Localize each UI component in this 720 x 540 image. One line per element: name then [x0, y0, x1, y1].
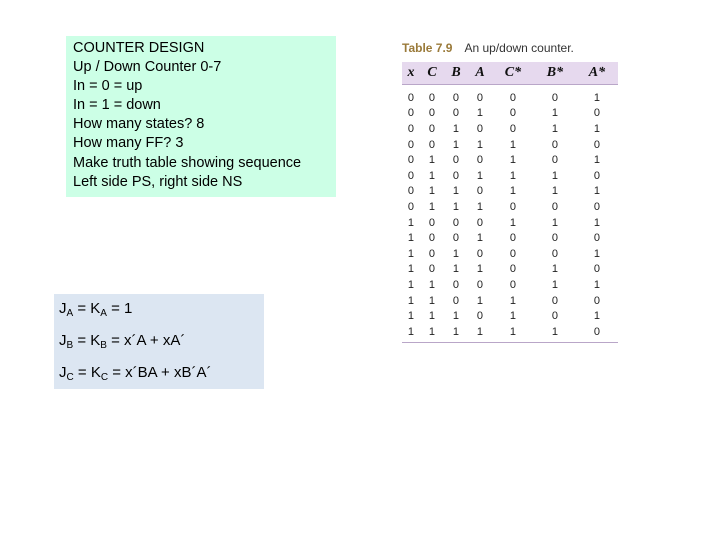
table-cell: 1 — [551, 185, 559, 198]
table-cell: 0 — [509, 122, 517, 135]
table-cell: 0 — [407, 107, 415, 120]
table-cell: 0 — [593, 294, 601, 307]
table-row — [402, 152, 618, 168]
table-cell: 0 — [551, 91, 559, 104]
table-cell: 0 — [476, 310, 484, 323]
table-cell: 1 — [428, 278, 436, 291]
table-cell: 1 — [593, 278, 601, 291]
table-cell: 1 — [534, 324, 576, 342]
table-cell: 1 — [402, 324, 420, 342]
table-cell: 1 — [452, 122, 460, 135]
table-title — [402, 38, 618, 58]
table-header-cell: C* — [492, 62, 534, 85]
table-cell: 0 — [452, 232, 460, 245]
notes-box — [66, 36, 336, 197]
table-cell: 0 — [476, 91, 484, 104]
eq-mid: = K — [73, 332, 101, 349]
eq-sub: C — [100, 372, 109, 383]
table-cell: 1 — [476, 263, 484, 276]
table-cell: 1 — [428, 154, 436, 167]
table-cell: 0 — [428, 91, 436, 104]
table-row — [402, 308, 618, 324]
table-number: Table 7.9 — [402, 41, 453, 55]
table-cell: 0 — [428, 122, 436, 135]
table-cell: 1 — [551, 278, 559, 291]
table-cell: 0 — [407, 200, 415, 213]
table-row — [402, 293, 618, 309]
table-cell: 0 — [452, 169, 460, 182]
table-cell: 1 — [476, 294, 484, 307]
table-cell: 1 — [593, 122, 601, 135]
table-cell: 0 — [428, 247, 436, 260]
table-cell: 0 — [476, 122, 484, 135]
table-cell: 0 — [428, 107, 436, 120]
table-cell: 1 — [476, 232, 484, 245]
table-header-cell: x — [402, 62, 420, 85]
table-cell: 1 — [476, 169, 484, 182]
notes-line: Make truth table showing sequence — [73, 154, 302, 171]
table-cell: 1 — [407, 247, 415, 260]
table-cell: 0 — [576, 324, 618, 342]
table-header-cell: C — [420, 62, 444, 85]
table-cell: 0 — [551, 310, 559, 323]
table-caption: An up/down counter. — [464, 41, 574, 55]
eq-mid: = K — [73, 300, 101, 317]
eq-sub: B — [100, 340, 107, 351]
notes-line: How many FF? 3 — [73, 135, 184, 152]
table-cell: 1 — [407, 263, 415, 276]
table-cell: 0 — [593, 232, 601, 245]
table-cell: 0 — [509, 107, 517, 120]
table-cell: 0 — [551, 247, 559, 260]
table-row — [402, 230, 618, 246]
table-row — [402, 168, 618, 184]
equation-a — [59, 299, 264, 331]
table-cell: 0 — [551, 154, 559, 167]
table-cell: 0 — [407, 91, 415, 104]
table-cell: 0 — [407, 138, 415, 151]
notes-line: Up / Down Counter 0-7 — [73, 59, 222, 76]
table-cell: 0 — [407, 122, 415, 135]
table-cell: 0 — [509, 91, 517, 104]
table-row — [402, 215, 618, 231]
table-cell: 0 — [428, 232, 436, 245]
table-cell: 1 — [551, 216, 559, 229]
equation-c — [59, 363, 264, 395]
table-cell: 1 — [452, 185, 460, 198]
table-cell: 0 — [452, 278, 460, 291]
table-cell: 1 — [420, 324, 444, 342]
table-row — [402, 277, 618, 293]
table-row — [402, 137, 618, 153]
table-cell: 0 — [593, 200, 601, 213]
eq-rhs: = x´A + xA´ — [106, 332, 186, 349]
eq-lhs: J — [59, 364, 67, 381]
table-cell: 1 — [509, 138, 517, 151]
notes-line: In = 1 = down — [73, 97, 161, 114]
table-cell: 0 — [452, 91, 460, 104]
table-cell: 1 — [509, 154, 517, 167]
table-cell: 0 — [407, 169, 415, 182]
table-cell: 1 — [593, 247, 601, 260]
table-cell: 1 — [509, 310, 517, 323]
table-cell: 0 — [551, 232, 559, 245]
table-cell: 1 — [428, 294, 436, 307]
table-cell: 0 — [452, 216, 460, 229]
table-cell: 1 — [407, 278, 415, 291]
table-cell: 1 — [407, 232, 415, 245]
table-cell: 0 — [428, 263, 436, 276]
table-cell: 0 — [551, 294, 559, 307]
table-cell: 0 — [593, 263, 601, 276]
table-cell: 1 — [476, 138, 484, 151]
table-cell: 0 — [476, 216, 484, 229]
table-cell: 0 — [593, 138, 601, 151]
table-cell: 0 — [452, 294, 460, 307]
table-cell: 1 — [509, 169, 517, 182]
equations-box — [54, 294, 264, 389]
table-cell: 0 — [509, 278, 517, 291]
table-header-cell: B* — [534, 62, 576, 85]
table-cell: 1 — [476, 107, 484, 120]
table-cell: 1 — [428, 185, 436, 198]
table-cell: 0 — [407, 185, 415, 198]
notes-line: Left side PS, right side NS — [73, 173, 243, 190]
eq-sub: B — [66, 340, 74, 351]
table-cell: 1 — [452, 247, 460, 260]
table-cell: 1 — [593, 216, 601, 229]
equation-b — [59, 331, 264, 363]
table-cell: 1 — [509, 185, 517, 198]
table-cell: 1 — [444, 324, 468, 342]
table-row — [402, 246, 618, 262]
eq-lhs: J — [59, 332, 67, 349]
table-cell: 1 — [452, 200, 460, 213]
table-cell: 1 — [593, 185, 601, 198]
table-header-cell: A — [468, 62, 492, 85]
table-row — [402, 85, 618, 106]
table-cell: 1 — [593, 310, 601, 323]
table-cell: 0 — [452, 107, 460, 120]
table-cell: 1 — [551, 122, 559, 135]
updown-counter-table-figure — [402, 38, 618, 343]
table-row — [402, 106, 618, 122]
table-cell: 1 — [428, 200, 436, 213]
eq-rhs: = 1 — [106, 300, 133, 317]
table-cell: 0 — [428, 216, 436, 229]
table-cell: 1 — [407, 216, 415, 229]
table-row — [402, 121, 618, 137]
table-cell: 0 — [593, 169, 601, 182]
table-cell: 1 — [428, 169, 436, 182]
table-body — [402, 85, 618, 343]
table-cell: 0 — [551, 200, 559, 213]
eq-sub: C — [66, 372, 74, 383]
table-cell: 1 — [551, 169, 559, 182]
truth-table — [402, 62, 618, 343]
table-cell: 0 — [476, 154, 484, 167]
notes-line: How many states? 8 — [73, 116, 205, 133]
table-cell: 1 — [468, 324, 492, 342]
table-header-cell: A* — [576, 62, 618, 85]
eq-rhs: = x´BA + xB´A´ — [108, 364, 212, 381]
table-row — [402, 184, 618, 200]
table-cell: 1 — [551, 263, 559, 276]
table-cell: 0 — [407, 154, 415, 167]
table-cell: 1 — [492, 324, 534, 342]
table-cell: 0 — [509, 263, 517, 276]
table-cell: 0 — [452, 154, 460, 167]
table-cell: 0 — [476, 185, 484, 198]
table-cell: 1 — [593, 154, 601, 167]
table-cell: 1 — [551, 107, 559, 120]
table-cell: 0 — [593, 107, 601, 120]
table-cell: 0 — [476, 278, 484, 291]
table-cell: 0 — [428, 138, 436, 151]
table-cell: 1 — [509, 216, 517, 229]
table-header-cell: B — [444, 62, 468, 85]
table-row — [402, 324, 618, 342]
table-cell: 1 — [428, 310, 436, 323]
table-cell: 0 — [509, 232, 517, 245]
table-row — [402, 262, 618, 278]
eq-mid: = K — [73, 364, 101, 381]
table-cell: 1 — [407, 294, 415, 307]
table-cell: 0 — [551, 138, 559, 151]
notes-line: COUNTER DESIGN — [73, 40, 205, 56]
table-cell: 0 — [509, 200, 517, 213]
table-cell: 1 — [593, 91, 601, 104]
table-cell: 1 — [476, 200, 484, 213]
table-cell: 1 — [452, 263, 460, 276]
table-row — [402, 199, 618, 215]
eq-sub: A — [66, 308, 74, 319]
table-cell: 1 — [509, 294, 517, 307]
eq-sub: A — [100, 308, 107, 319]
table-header-row — [402, 62, 618, 85]
table-cell: 0 — [476, 247, 484, 260]
table-cell: 1 — [452, 310, 460, 323]
notes-line: In = 0 = up — [73, 78, 143, 95]
table-cell: 1 — [407, 310, 415, 323]
table-cell: 1 — [452, 138, 460, 151]
eq-lhs: J — [59, 300, 67, 317]
table-cell: 0 — [509, 247, 517, 260]
